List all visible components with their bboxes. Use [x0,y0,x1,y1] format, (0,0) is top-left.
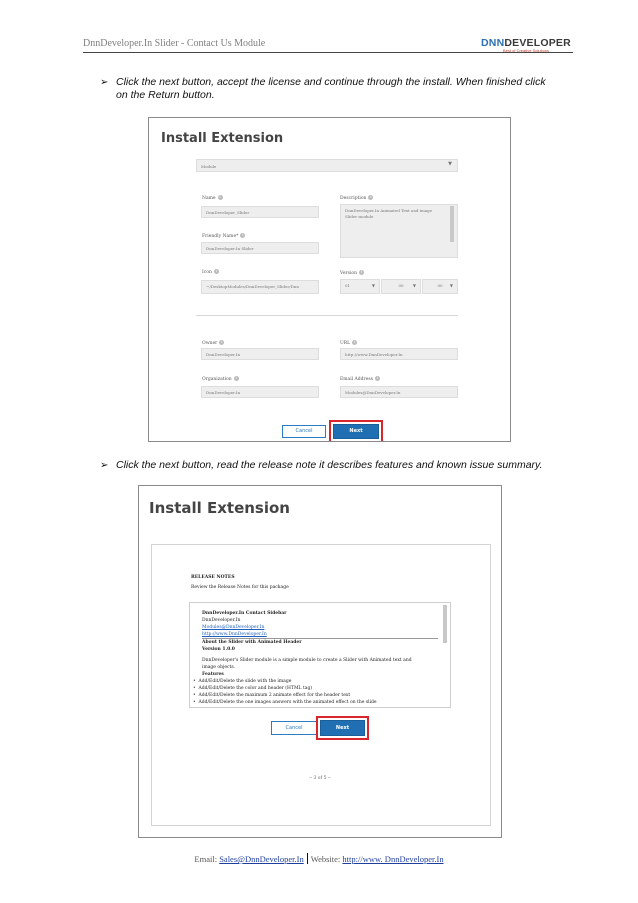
logo-primary-text: DNN [481,37,505,49]
step-1-line-2: on the Return button. [116,89,215,101]
release-notes-heading: RELEASE NOTES [191,575,235,580]
module-type-value: Module [201,163,217,169]
footer-email-link[interactable]: Sales@DnnDeveloper.In [219,854,304,864]
next-button[interactable]: Next [333,424,379,439]
info-icon: i [219,195,221,199]
release-notes-subheading: Review the Release Notes for this package [191,585,289,590]
notes-divider [202,638,438,639]
section-divider [196,315,458,316]
info-icon: i [221,340,223,344]
bullet-arrow-icon: ➢ [100,77,109,88]
info-icon: i [354,340,356,344]
organization-label: Organization i [202,376,237,382]
email-label: Email Address i [340,376,379,382]
info-icon: i [242,233,244,237]
info-icon: i [215,269,217,273]
notes-about: About the Slider with Animated Header [202,640,302,645]
notes-version: Version 1.0.0 [202,647,235,652]
footer-website-link[interactable]: http://www. DnnDeveloper.In [342,854,444,864]
install-extension-screenshot-1 [148,117,511,442]
owner-field[interactable]: DnnDeveloper.In [201,348,319,360]
list-item: • Add/Edit/Delete the slide with the image [193,679,292,684]
logo-tagline: Best of Creative Solutions [503,48,550,53]
info-icon: i [370,195,372,199]
list-item: • Add/Edit/Delete the color and header (HTML tag) [193,686,313,691]
scrollbar[interactable] [450,206,454,242]
chevron-down-icon: ▼ [412,283,416,288]
info-icon: i [376,376,379,380]
bullet-arrow-icon: ➢ [100,460,109,471]
list-item: • Add/Edit/Delete the one images answers with the animated effect on the slide [193,700,377,705]
version-major-select[interactable]: 01 ▼ [340,279,380,294]
notes-owner: DnnDeveloper.In [202,618,241,623]
footer-website-label: Website: [310,854,341,864]
icon-label: Icon i [202,269,217,275]
notes-site-link[interactable]: http://www.DnnDeveloper.In [202,632,267,637]
cancel-button[interactable]: Cancel [271,721,317,735]
version-minor-select[interactable]: 00 ▼ [381,279,421,294]
logo-secondary-text: DEVELOPER [504,37,571,49]
step-1-line-1: Click the next button, accept the license and continue through the install. When finished click [116,76,546,88]
notes-features-label: Features [202,672,224,677]
description-textarea[interactable]: DnnDeveloper.In Animated Text and image Slider module [340,204,458,258]
footer-email-label: Email: [194,854,218,864]
header-divider [83,52,573,53]
description-label: Description i [340,195,372,201]
step-2-line-1: Click the next button, read the release note it describes features and known issue summary. [116,459,543,471]
chevron-down-icon: ▼ [449,283,453,288]
shot1-title: Install Extension [161,131,284,146]
module-type-select[interactable] [196,159,458,172]
url-field[interactable]: http://www.DnnDeveloper.In [340,348,458,360]
document-footer [0,853,638,864]
page-indicator: -- 3 of 5 -- [309,776,331,781]
owner-label: Owner i [202,340,223,346]
shot2-title: Install Extension [149,499,290,517]
notes-desc-line-2: image objects. [202,665,236,670]
company-logo [481,37,571,53]
info-icon: i [235,376,237,380]
notes-desc-line-1: DnnDeveloper's Slider module is a simple module to create a Slider with Animated text and [202,658,412,663]
version-build-select[interactable]: 00 ▼ [422,279,458,294]
list-item: • Add/Edit/Delete the maximum 2 animate effect for the header text [193,693,351,698]
info-icon: i [360,270,363,274]
chevron-down-icon: ▼ [448,161,452,167]
version-label: Version i [340,270,363,276]
release-notes-box[interactable] [189,602,451,708]
document-header-title: DnnDeveloper.In Slider - Contact Us Module [83,38,266,49]
footer-separator [307,853,308,864]
next-button[interactable]: Next [320,720,365,736]
name-label: Name i [202,195,221,201]
notes-email-link[interactable]: Modules@DnnDeveloper.In [202,625,265,630]
name-field[interactable]: DnnDeveloper_Slider [201,206,319,218]
icon-path-field[interactable]: ~/DesktopModules/DnnDeveloper_Slider/Dnn [201,280,319,294]
friendly-name-field[interactable]: DnnDeveloper.In Slider [201,242,319,254]
notes-package: DnnDeveloper.In Contact Sidebar [202,611,287,616]
cancel-button[interactable]: Cancel [282,425,326,438]
organization-field[interactable]: DnnDeveloper.In [201,386,319,398]
chevron-down-icon: ▼ [371,283,375,288]
friendly-name-label: Friendly Name* i [202,233,244,239]
email-field[interactable]: Modules@DnnDeveloper.In [340,386,458,398]
install-extension-screenshot-2 [138,485,502,838]
scrollbar[interactable] [443,605,447,643]
url-label: URL i [340,340,356,346]
